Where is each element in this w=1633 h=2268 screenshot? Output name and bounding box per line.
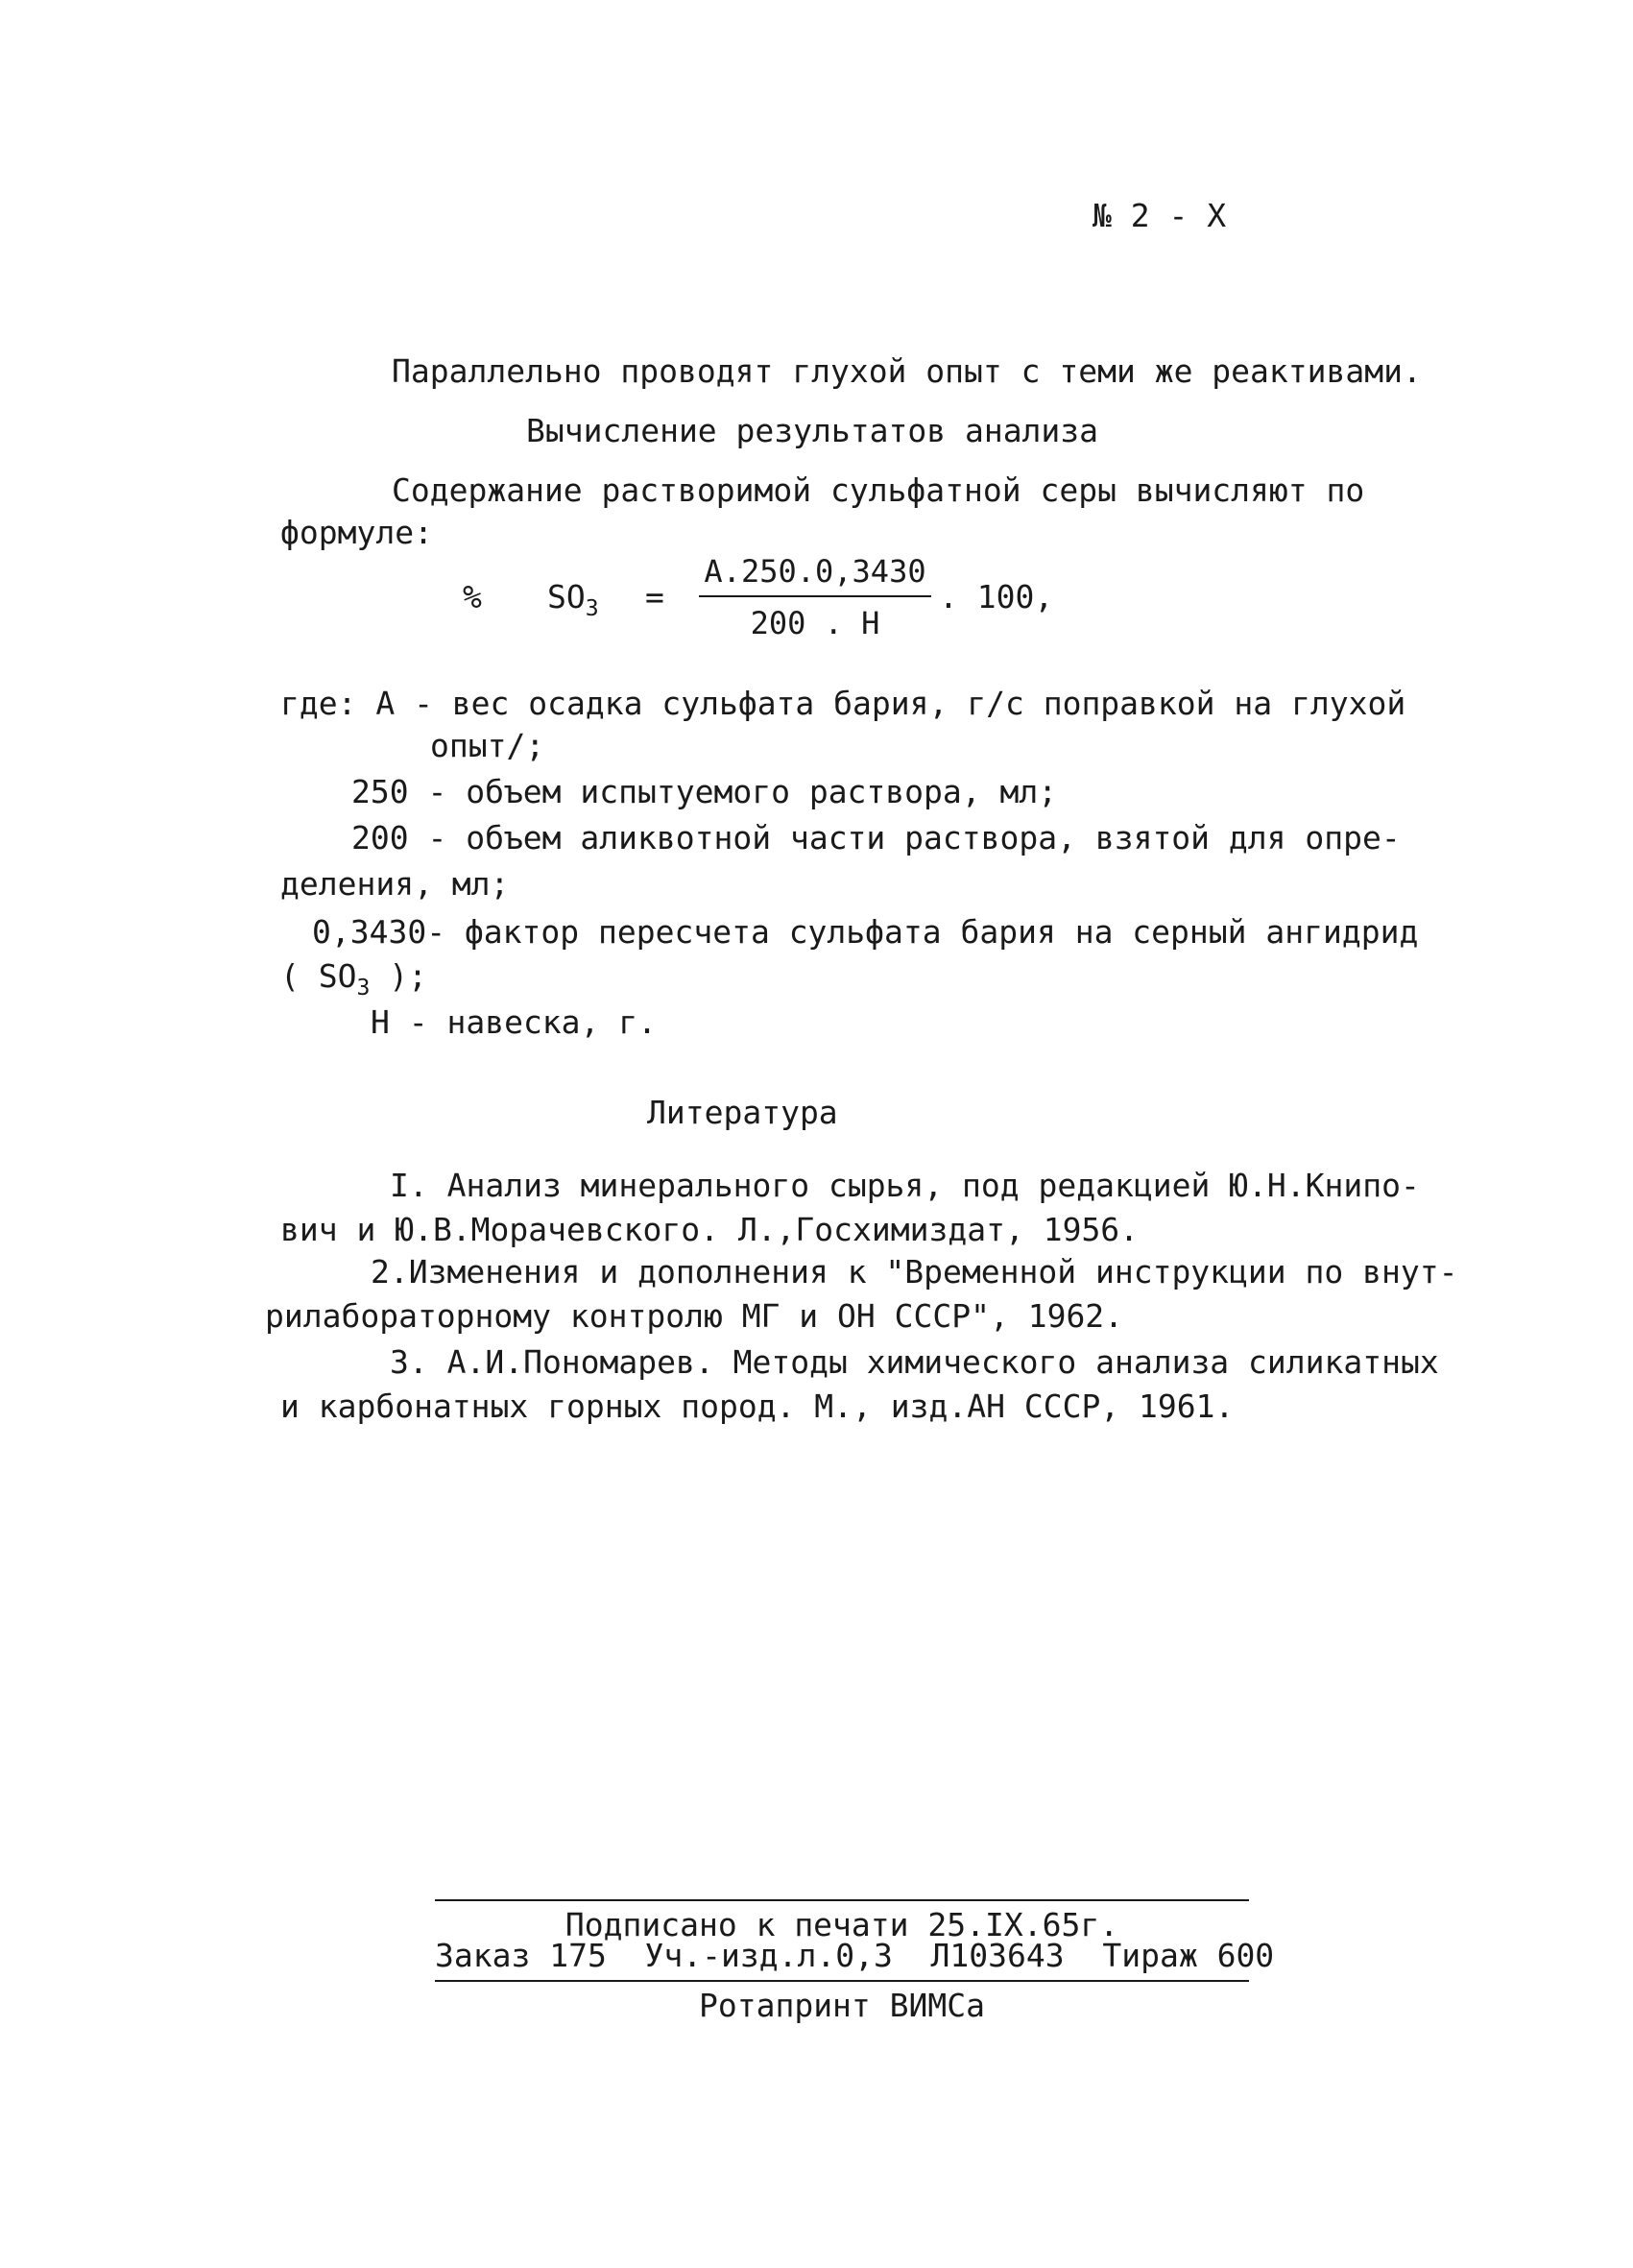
def-factor-close: ); — [370, 957, 427, 995]
reference-1-line-1: I. Анализ минерального сырья, под редакцией Ю.Н.Книпо- — [390, 1167, 1420, 1204]
imprint-line-1: Подписано к печати 25.IX.65г. — [564, 1906, 1119, 1943]
def-200-line-1: 200 - объем аликвотной части раствора, взятой для опре- — [351, 819, 1401, 857]
reference-2-line-2: рилабораторному контролю МГ и ОН СССР", 1962. — [265, 1297, 1124, 1335]
formula-percent: % — [463, 578, 482, 615]
reference-2-line-1: 2.Изменения и дополнения к "Временной инструкции по внут- — [371, 1253, 1458, 1291]
def-factor-subscript: 3 — [356, 976, 371, 1001]
imprint-top-rule — [435, 1899, 1249, 1901]
formula-equals: = — [645, 578, 664, 615]
def-a-line-1: где: А - вес осадка сульфата бария, г/с поправкой на глухой — [280, 685, 1406, 722]
def-factor-line-1: 0,3430- фактор пересчета сульфата бария на серный ангидрид — [312, 913, 1419, 951]
imprint-bottom-rule — [435, 1980, 1249, 1982]
reference-1-line-2: вич и Ю.В.Морачевского. Л.,Госхимиздат, 1956. — [280, 1211, 1140, 1248]
reference-3-line-2: и карбонатных горных пород. М., изд.АН СССР, 1961. — [280, 1387, 1235, 1425]
content-line-1: Содержание растворимой сульфатной серы вычисляют по — [392, 471, 1365, 509]
section-heading: Вычисление результатов анализа — [526, 412, 1099, 449]
def-200-line-2: деления, мл; — [280, 865, 510, 903]
formula-so-subscript: 3 — [585, 596, 599, 622]
reference-3-line-1: 3. А.И.Пономарев. Методы химического анализа силикатных — [390, 1343, 1439, 1381]
def-250: 250 - объем испытуемого раствора, мл; — [351, 773, 1058, 810]
def-factor-line-2 — [280, 957, 427, 1001]
def-a-line-2: опыт/; — [430, 727, 545, 764]
literature-heading: Литература — [647, 1094, 838, 1131]
formula-so3 — [547, 578, 599, 622]
imprint-press: Ротапринт ВИМСа — [698, 1987, 985, 2024]
formula-tail: . 100, — [939, 578, 1054, 615]
formula-numerator: A.250.0,3430 — [699, 553, 931, 597]
intro-text: Параллельно проводят глухой опыт с теми же реактивами. — [392, 352, 1422, 390]
page-number: № 2 - X — [1093, 197, 1227, 234]
formula-so: SO — [547, 578, 586, 615]
content-line-2: формуле: — [280, 514, 433, 551]
def-h: Н - навеска, г. — [371, 1003, 658, 1041]
formula-fraction — [699, 553, 931, 641]
imprint-line-2: Заказ 175 Уч.-изд.л.0,3 Л103643 Тираж 600 — [435, 1937, 1275, 1974]
formula-denominator: 200 . H — [750, 605, 880, 641]
def-factor-so: ( SO — [280, 957, 357, 995]
